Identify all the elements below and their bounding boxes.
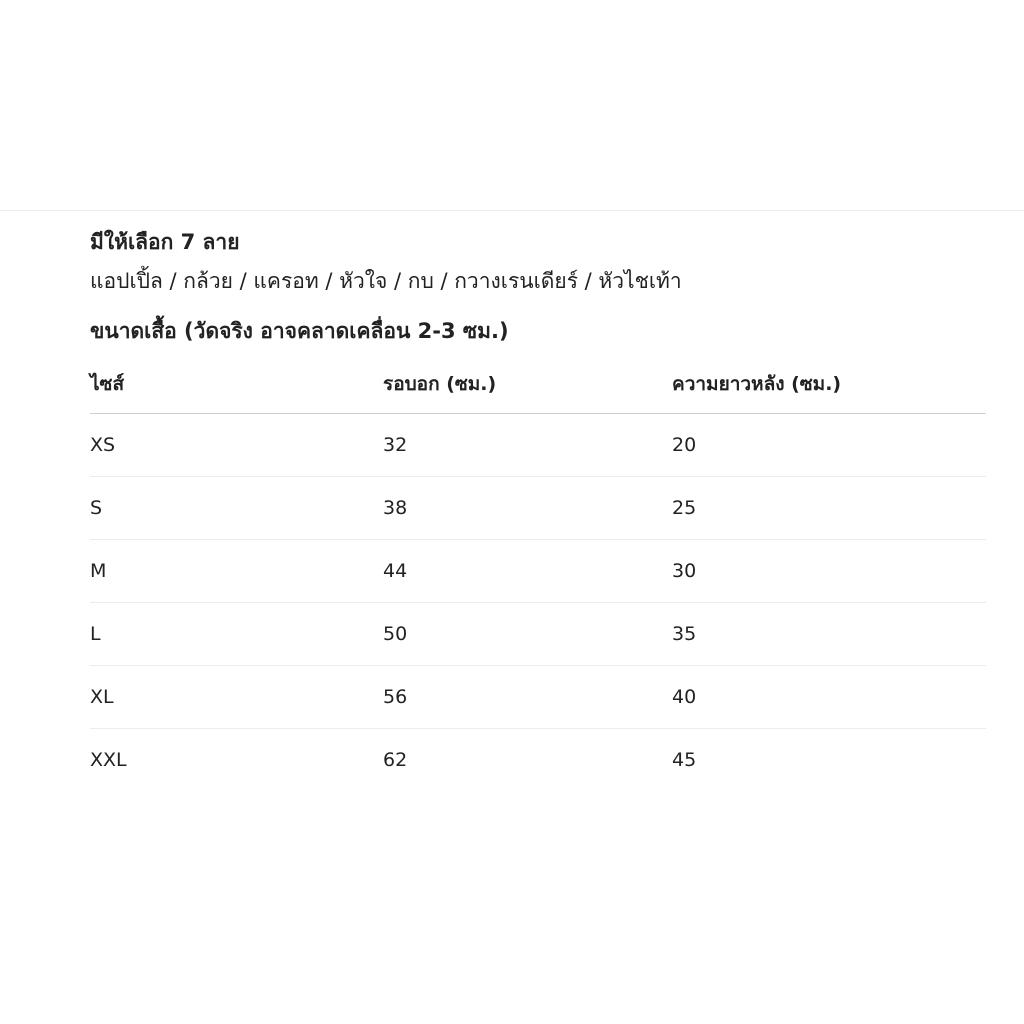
chest-cell: 44 xyxy=(383,540,672,603)
table-row xyxy=(90,603,986,666)
size-cell: XXL xyxy=(90,749,127,771)
column-header-chest: รอบอก (ซม.) xyxy=(383,369,672,414)
table-row xyxy=(90,666,986,729)
table-row xyxy=(90,414,986,477)
length-cell: 35 xyxy=(672,603,986,666)
length-cell: 45 xyxy=(672,749,697,771)
chest-cell: 32 xyxy=(383,414,672,477)
length-cell: 30 xyxy=(672,540,986,603)
size-chart-title: ขนาดเสื้อ (วัดจริง อาจคลาดเคลื่อน 2-3 ซม.) xyxy=(90,319,509,343)
table-row xyxy=(90,477,986,540)
size-cell: XL xyxy=(90,666,383,729)
column-header-size: ไซส์ xyxy=(90,369,383,414)
variants-heading: มีให้เลือก 7 ลาย xyxy=(90,230,240,254)
table-row xyxy=(90,540,986,603)
length-cell: 40 xyxy=(672,666,986,729)
section-divider xyxy=(0,210,1024,211)
size-chart-table xyxy=(90,369,986,791)
chest-cell: 50 xyxy=(383,603,672,666)
variants-list: แอปเปิ้ล / กล้วย / แครอท / หัวใจ / กบ / กวางเรนเดียร์ / หัวไชเท้า xyxy=(90,269,682,293)
chest-cell: 38 xyxy=(383,477,672,540)
size-cell: M xyxy=(90,540,383,603)
column-header-length: ความยาวหลัง (ซม.) xyxy=(672,369,986,414)
chest-cell: 56 xyxy=(383,666,672,729)
length-cell: 20 xyxy=(672,414,986,477)
size-cell: XS xyxy=(90,414,383,477)
product-description xyxy=(90,226,986,791)
size-cell: S xyxy=(90,477,383,540)
table-header-row xyxy=(90,369,986,414)
chest-cell: 62 xyxy=(383,749,408,771)
table-row xyxy=(90,729,986,792)
size-cell: L xyxy=(90,603,383,666)
length-cell: 25 xyxy=(672,477,986,540)
